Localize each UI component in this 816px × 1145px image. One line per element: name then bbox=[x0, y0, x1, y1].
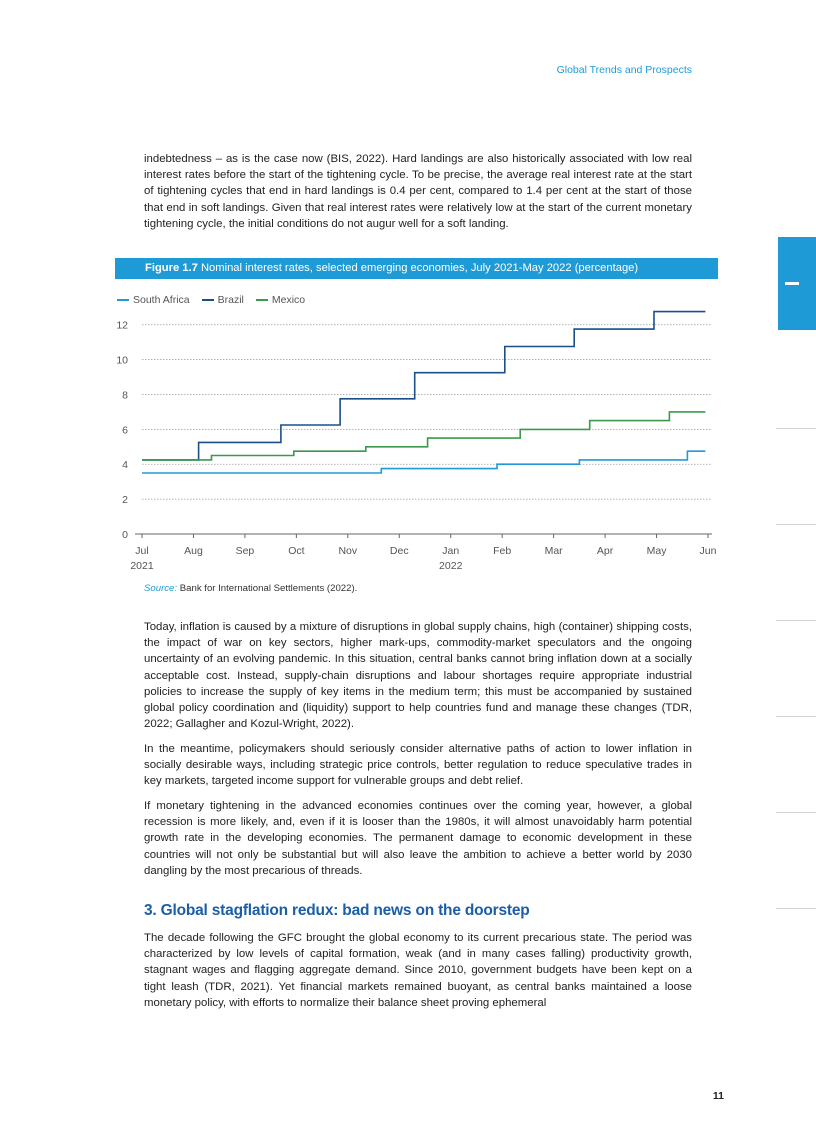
x-tick-label: Aug bbox=[184, 545, 203, 557]
section-heading: 3. Global stagflation redux: bad news on the doorstep bbox=[144, 902, 530, 919]
x-tick-label: Feb bbox=[493, 545, 512, 557]
x-tick-label: Oct bbox=[288, 545, 305, 557]
page-number: 11 bbox=[712, 1090, 724, 1102]
side-rule bbox=[776, 812, 816, 813]
paragraph-policy-alternatives: In the meantime, policymakers should seriously consider alternative paths of action to lower inflation in socially desirable ways, including strategic price controls, better regulation to reduce speculative trades in key markets, targeted income support for vulnerable groups and debt relief. bbox=[144, 743, 692, 788]
running-head: Global Trends and Prospects bbox=[556, 64, 692, 76]
paragraph-recession-risk: If monetary tightening in the advanced economies continues over the coming year, however, a global recession is more likely, and, even if it is looser than the 1980s, it will almost unavoidably harm potential growth rate in the developing economies. The permanent damage to economic development in these countries will not only be substantial but will also leave the ambition to achieve a better world by 2030 dangling by the most precarious of threads. bbox=[144, 800, 692, 877]
y-tick-label: 8 bbox=[122, 389, 128, 402]
source-text: Bank for International Settlements (2022). bbox=[179, 583, 358, 594]
figure-source bbox=[144, 583, 357, 594]
side-rule bbox=[776, 908, 816, 909]
figure-title: Nominal interest rates, selected emerging economies, July 2021-May 2022 (percentage) bbox=[200, 262, 639, 274]
x-tick-label: Mar bbox=[544, 545, 563, 557]
x-tick-year-label: 2021 bbox=[130, 560, 154, 572]
series-line-south-africa bbox=[142, 451, 705, 473]
series-line-brazil bbox=[142, 312, 705, 460]
legend-label-brazil: Brazil bbox=[217, 294, 244, 306]
y-tick-label: 12 bbox=[116, 319, 128, 332]
paragraph-intro: indebtedness – as is the case now (BIS, 2022). Hard landings are also historically associated with low real interest rates before the start of the tightening cycle. To be precise, the average real interest rate at the start of tightening cycles that end in hard landings is 0.4 per cent, compared to 1.4 per cent at the start of those that end in soft landings. Given that real interest rates were relatively low at the start of the current monetary tightening cycle, the initial conditions do not augur well for a soft landing. bbox=[144, 153, 692, 230]
y-tick-label: 4 bbox=[122, 459, 128, 472]
x-tick-label: Jul bbox=[135, 545, 149, 557]
paragraph-decade-review: The decade following the GFC brought the global economy to its current precarious state. The period was characterized by low levels of capital formation, weak (and in many cases falling) productivity growth, stagnant wages and flagging aggregate demand. Since 2010, government budgets have been kept on a tight leash (TDR, 2021). Yet financial markets remained buoyant, as central banks maintained a loose monetary policy, with efforts to normalize their balance sheet proving ephemeral bbox=[144, 932, 692, 1009]
source-label: Source: bbox=[144, 583, 178, 594]
x-tick-label: Apr bbox=[596, 545, 614, 557]
y-tick-label: 6 bbox=[122, 424, 128, 437]
legend-label-south-africa: South Africa bbox=[133, 294, 190, 306]
legend-label-mexico: Mexico bbox=[271, 294, 306, 306]
y-tick-label: 0 bbox=[122, 529, 128, 541]
x-tick-label: Nov bbox=[338, 545, 358, 557]
x-tick-label: Jun bbox=[699, 545, 717, 557]
x-tick-label: Dec bbox=[389, 545, 409, 557]
x-tick-label: Jan bbox=[442, 545, 460, 557]
y-tick-label: 2 bbox=[122, 494, 128, 507]
x-tick-label: May bbox=[646, 545, 667, 557]
figure-number: Figure 1.7 bbox=[145, 262, 198, 274]
x-tick-year-label: 2022 bbox=[439, 560, 463, 572]
side-rule bbox=[776, 620, 816, 621]
paragraph-inflation-causes: Today, inflation is caused by a mixture of disruptions in global supply chains, high (container) shipping costs, the impact of war on key sectors, higher mark-ups, commodity-market speculators and the ongoing uncertainty of an evolving pandemic. In this situation, central banks cannot bring inflation down at a socially acceptable cost. Instead, supply-chain disruptions and labour shortages require appropriate industrial policies to increase the supply of key items in the medium term; this must be accompanied by sustained global policy coordination and (liquidity) support to help countries fund and manage these changes (TDR, 2022; Gallagher and Kozul-Wright, 2022). bbox=[144, 621, 692, 731]
x-tick-label: Sep bbox=[235, 545, 255, 557]
series-line-mexico bbox=[142, 412, 705, 460]
y-tick-label: 10 bbox=[116, 354, 128, 367]
side-rule bbox=[776, 716, 816, 717]
